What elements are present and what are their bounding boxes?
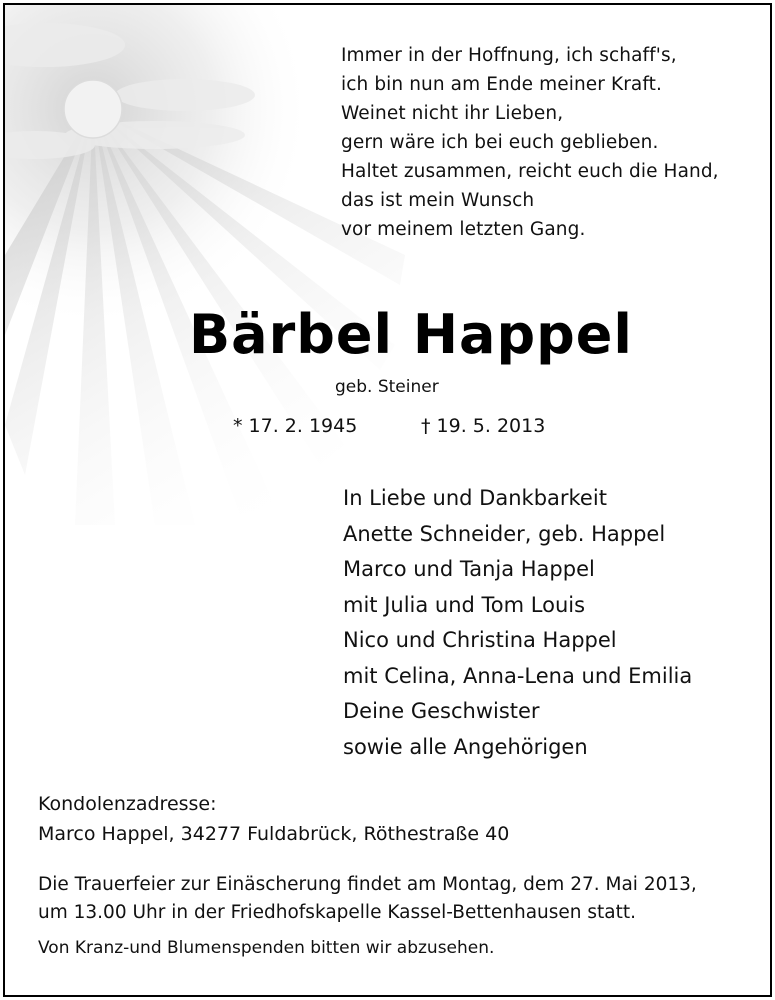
poem-line: vor meinem letzten Gang. [341,219,586,240]
mourner-line: mit Julia und Tom Louis [343,592,586,617]
ceremony-notice [38,871,697,927]
deceased-name: Bärbel Happel [189,303,633,366]
obituary-card [3,3,772,997]
poem-line: ich bin nun am Ende meiner Kraft. [341,74,662,95]
mourners-list [343,481,692,765]
flowers-note: Von Kranz-und Blumenspenden bitten wir abzusehen. [38,938,495,958]
death-date: † 19. 5. 2013 [421,415,546,437]
mourner-line: Nico und Christina Happel [343,628,617,652]
condolence-address [38,789,509,849]
poem-line: gern wäre ich bei euch geblieben. [341,132,659,153]
maiden-name: geb. Steiner [335,377,439,397]
poem-line: Haltet zusammen, reicht euch die Hand, [341,161,719,182]
mourner-line: sowie alle Angehörigen [343,734,588,759]
condolence-label: Kondolenzadresse: [38,793,217,815]
mourner-line: Anette Schneider, geb. Happel [343,521,666,546]
mourner-line: Marco und Tanja Happel [343,557,595,581]
mourner-line: mit Celina, Anna-Lena und Emilia [343,663,693,688]
poem-line: Weinet nicht ihr Lieben, [341,103,564,124]
birth-date: * 17. 2. 1945 [233,415,358,437]
condolence-address-text: Marco Happel, 34277 Fuldabrück, Röthestraße 40 [38,823,510,845]
sun [64,80,122,138]
ceremony-line: um 13.00 Uhr in der Friedhofskapelle Kassel-Bettenhausen statt. [38,902,637,923]
poem-line: Immer in der Hoffnung, ich schaff's, [341,45,677,66]
mourner-line: Deine Geschwister [343,699,540,723]
poem-line: das ist mein Wunsch [341,190,535,211]
mourner-line: In Liebe und Dankbarkeit [343,486,607,510]
ceremony-line: Die Trauerfeier zur Einäscherung findet am Montag, dem 27. Mai 2013, [38,874,697,895]
memorial-poem [341,41,719,244]
